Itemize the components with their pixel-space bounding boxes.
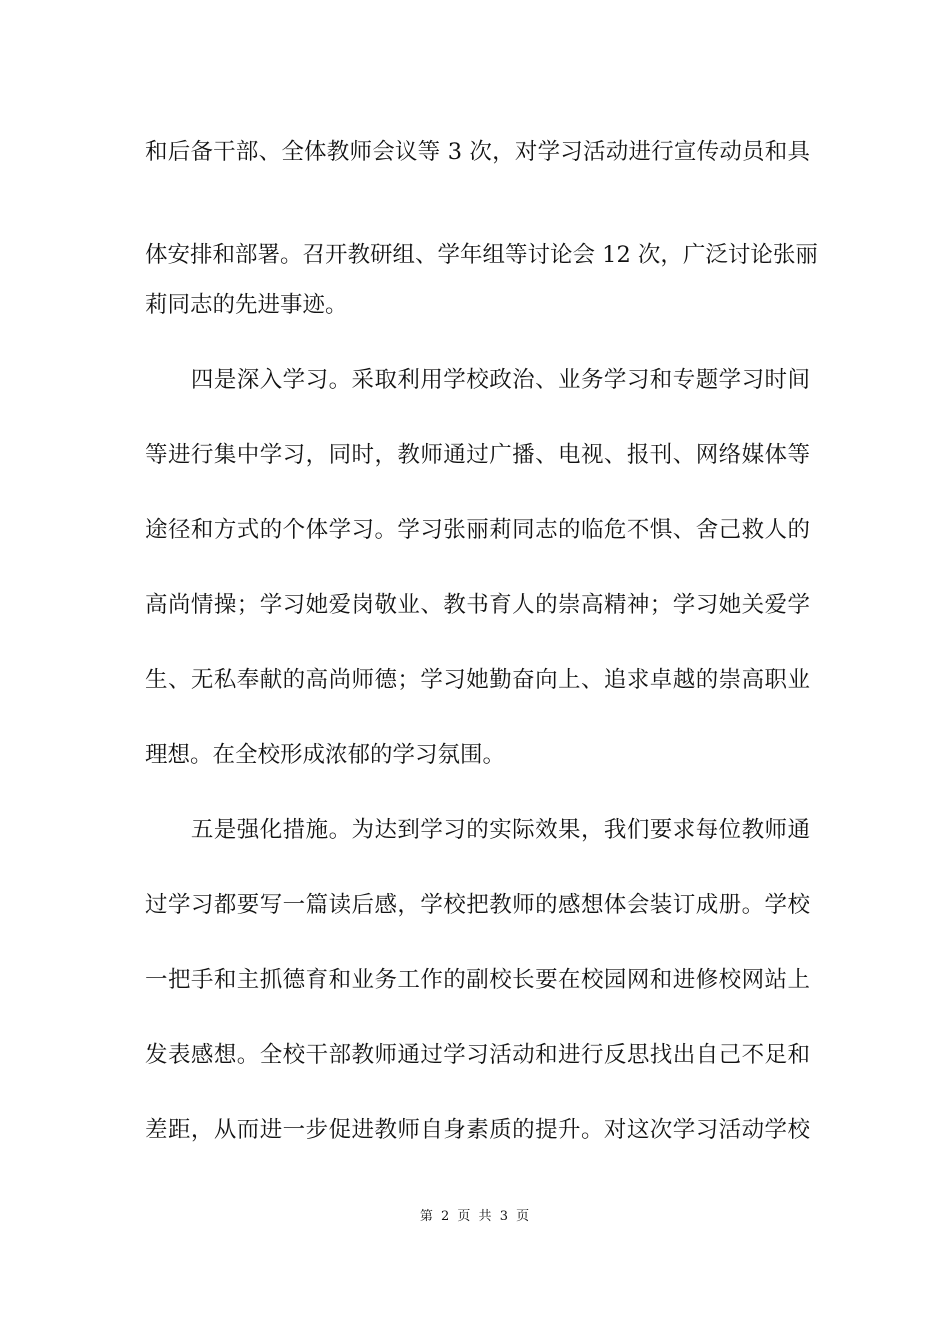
text-line: 发表感想。全校干部教师通过学习活动和进行反思找出自己不足和 xyxy=(145,1042,810,1068)
text-line: 四是深入学习。采取利用学校政治、业务学习和专题学习时间 xyxy=(145,367,810,393)
text-line: 生、无私奉献的高尚师德；学习她勤奋向上、追求卓越的崇高职业 xyxy=(145,667,810,693)
text-line: 等进行集中学习，同时，教师通过广播、电视、报刊、网络媒体等 xyxy=(145,442,810,468)
text-line: 途径和方式的个体学习。学习张丽莉同志的临危不惧、舍己救人的 xyxy=(145,517,810,543)
text-line: 一把手和主抓德育和业务工作的副校长要在校园网和进修校网站上 xyxy=(145,967,810,993)
text-line: 理想。在全校形成浓郁的学习氛围。 xyxy=(145,742,506,768)
text-line: 过学习都要写一篇读后感，学校把教师的感想体会装订成册。学校 xyxy=(145,892,810,918)
text-line: 差距，从而进一步促进教师自身素质的提升。对这次学习活动学校 xyxy=(145,1117,810,1143)
text-line: 高尚情操；学习她爱岗敬业、教书育人的崇高精神；学习她关爱学 xyxy=(145,592,810,618)
text-line: 莉同志的先进事迹。 xyxy=(145,292,348,318)
page-number: 第 2 页 共 3 页 xyxy=(419,1209,531,1224)
text-line: 体安排和部署。召开教研组、学年组等讨论会 12 次，广泛讨论张丽 xyxy=(145,242,818,268)
text-line: 和后备干部、全体教师会议等 3 次，对学习活动进行宣传动员和具 xyxy=(145,139,810,165)
text-line: 五是强化措施。为达到学习的实际效果，我们要求每位教师通 xyxy=(145,817,810,843)
